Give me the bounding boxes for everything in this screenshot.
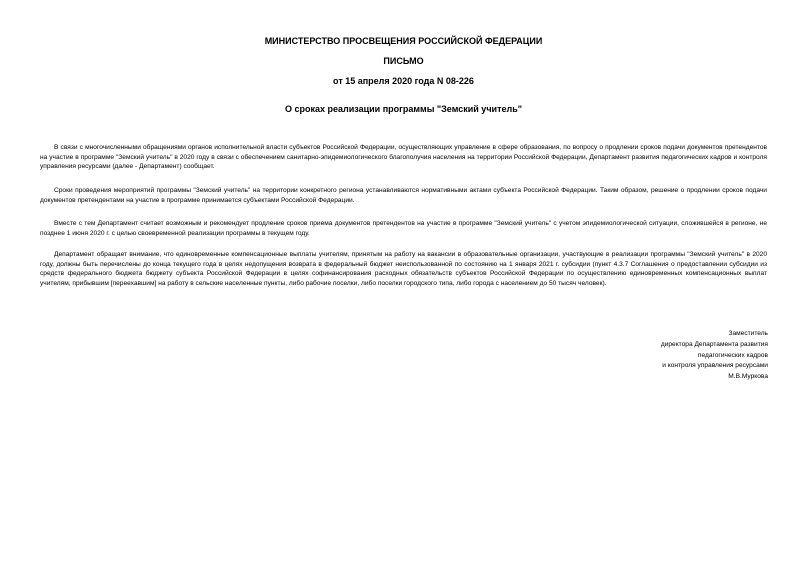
- signature-block: [661, 329, 768, 383]
- signature-position-line-2: директора Департамента развития: [660, 340, 768, 348]
- signature-position-line-1: Заместитель: [728, 330, 768, 337]
- date-number-heading: от 15 апреля 2020 года N 08-226: [333, 76, 474, 86]
- signatory-name: М.В.Муркова: [728, 373, 768, 381]
- paragraph-2: Сроки проведения мероприятий программы "Земский учитель" на территории конкретного региона устанавливаются нормативными актами субъекта Российской Федерации. Таким образом, решение о продлении сроков подачи документов претендентами на участие в программе принимается субъектами Российской Федерации.: [40, 187, 767, 204]
- signature-position-line-4: и контроля управления ресурсами: [662, 362, 768, 370]
- subject-heading: О сроках реализации программы "Земский учитель": [284, 104, 523, 114]
- document-type-heading: ПИСЬМО: [383, 56, 424, 66]
- paragraph-4: Департамент обращает внимание, что единовременные компенсационные выплаты учителям, принятым на работу на вакансии в образовательные организации, участвующие в реализации программы "Земский учитель" в 2020 году, должны быть перечислены до конца текущего года в целях недопущения возврата в федеральный бюджет неиспользованной по состоянию на 1 января 2021 г. субсидии (пункт 4.3.7 Соглашения о предоставлении субсидии из средств федерального бюджета бюджету субъекта Российской Федерации в целях софинансирования расходных обязательств субъектов Российской Федерации по осуществлению единовременных компенсационных выплат учителям, прибывшим [переехавшим] на работу в сельские населенные пункты, либо рабочие поселки, либо поселки городского типа, либо города с населением до 50 тысяч человек).: [40, 251, 767, 287]
- signature-position-line-3: педагогических кадров: [697, 351, 768, 359]
- ministry-heading: МИНИСТЕРСТВО ПРОСВЕЩЕНИЯ РОССИЙСКОЙ ФЕДЕРАЦИИ: [264, 36, 543, 46]
- paragraph-1: В связи с многочисленными обращениями органов исполнительной власти субъектов Российской Федерации, осуществляющих управление в сфере образования, по вопросу о продлении сроков подачи документов претендентов на участие в программе "Земский учитель" в 2020 году в связи с обеспечением санитарно-эпидемиологического благополучия населения на территории Российской Федерации, Департамент развития педагогических кадров и контроля управления ресурсами (далее - Департамент) сообщает.: [40, 144, 767, 171]
- paragraph-3: Вместе с тем Департамент считает возможным и рекомендует продление сроков приема документов претендентов на участие в программе "Земский учитель" с учетом эпидемиологической ситуации, сложившейся в регионе, не позднее 1 июня 2020 г. с целью своевременной реализации программы в текущем году.: [40, 220, 767, 237]
